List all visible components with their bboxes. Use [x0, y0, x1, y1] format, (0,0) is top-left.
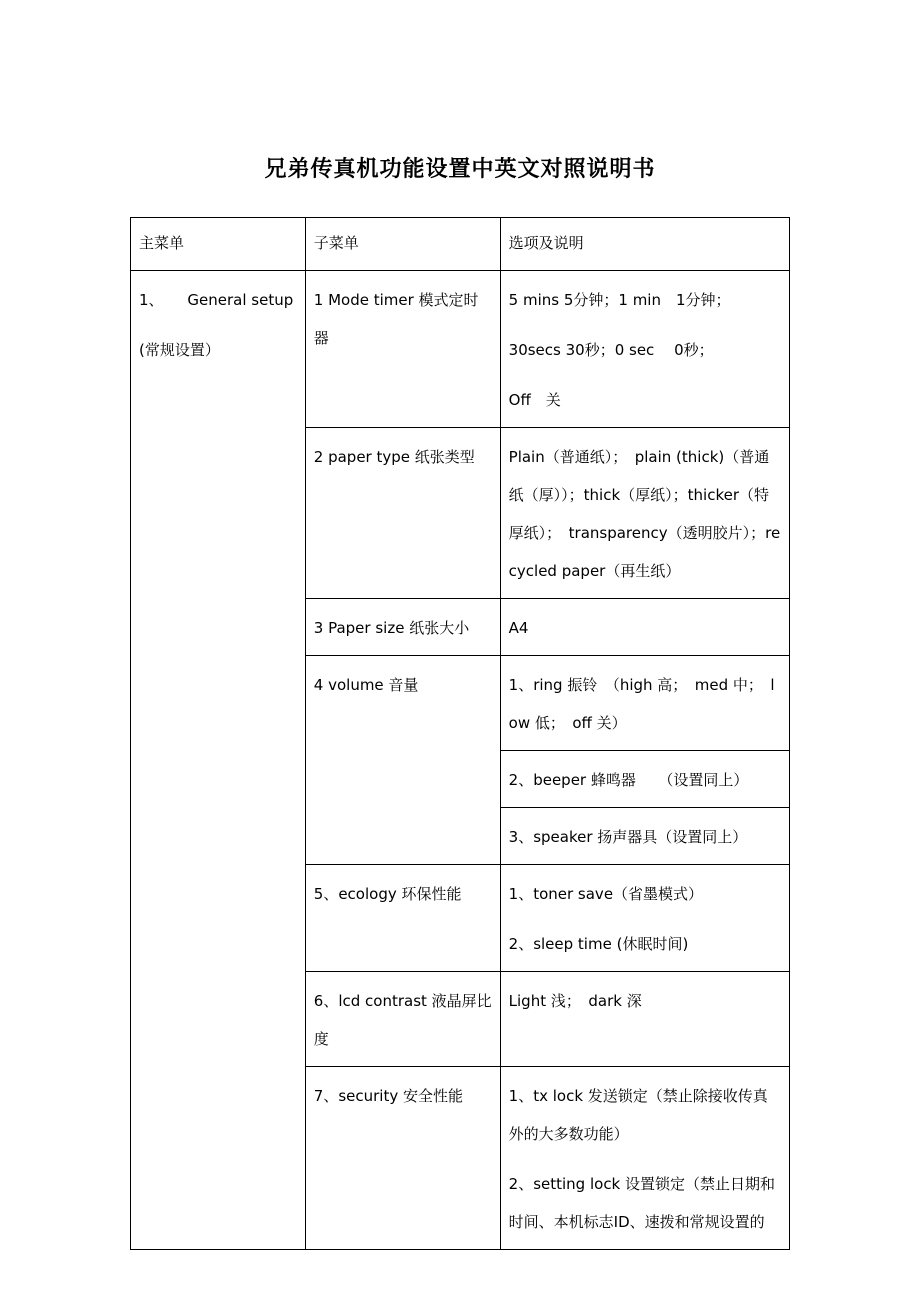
header-sub-menu: 子菜单	[305, 218, 500, 271]
table-row	[131, 271, 790, 428]
options-security: 1、tx lock 发送锁定（禁止除接收传真外的大多数功能） 2、setting lock 设置锁定（禁止日期和时间、本机标志ID、速拨和常规设置的	[500, 1067, 789, 1250]
header-main-menu: 主菜单	[131, 218, 306, 271]
page-title: 兄弟传真机功能设置中英文对照说明书	[264, 156, 656, 182]
options-volume-beeper: 2、beeper 蜂鸣器 （设置同上）	[500, 751, 789, 808]
sub-menu-mode-timer: 1 Mode timer 模式定时器	[305, 271, 500, 428]
sub-menu-paper-size: 3 Paper size 纸张大小	[305, 599, 500, 656]
options-lcd-contrast: Light 浅； dark 深	[500, 972, 789, 1067]
main-menu-cell	[131, 271, 306, 1250]
options-volume-ring: 1、ring 振铃 （high 高； med 中； low 低； off 关）	[500, 656, 789, 751]
table-header-row	[131, 218, 790, 271]
settings-table	[130, 217, 790, 1250]
options-volume-speaker: 3、speaker 扬声器具（设置同上）	[500, 808, 789, 865]
main-menu-label: 1、 General setup	[139, 291, 294, 309]
options-paper-size: A4	[500, 599, 789, 656]
options-mode-timer: 5 mins 5分钟；1 min 1分钟； 30secs 30秒；0 sec 0秒； Off 关	[500, 271, 789, 428]
main-menu-sublabel: (常规设置）	[139, 341, 220, 359]
sub-menu-volume: 4 volume 音量	[305, 656, 500, 865]
sub-menu-paper-type: 2 paper type 纸张类型	[305, 428, 500, 599]
sub-menu-security: 7、security 安全性能	[305, 1067, 500, 1250]
sub-menu-ecology: 5、ecology 环保性能	[305, 865, 500, 972]
options-ecology: 1、toner save（省墨模式） 2、sleep time (休眠时间)	[500, 865, 789, 972]
sub-menu-lcd-contrast: 6、lcd contrast 液晶屏比度	[305, 972, 500, 1067]
header-options: 选项及说明	[500, 218, 789, 271]
options-paper-type: Plain（普通纸）； plain (thick)（普通纸（厚））；thick（厚纸）；thicker（特厚纸）； transparency（透明胶片）；recycled paper（再生纸）	[500, 428, 789, 599]
